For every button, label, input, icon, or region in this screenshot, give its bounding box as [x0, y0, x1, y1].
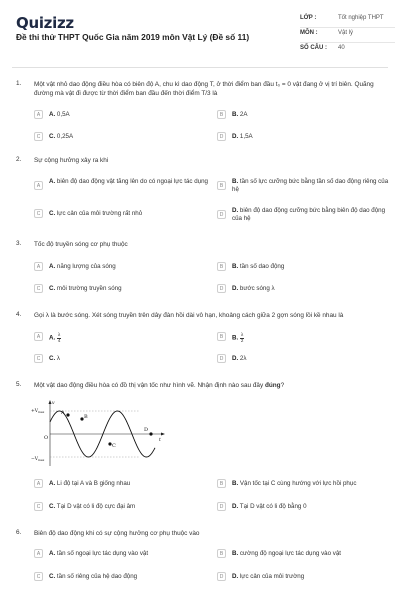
option-c[interactable]	[34, 210, 209, 218]
option-text: 2A	[239, 111, 248, 118]
fraction	[240, 333, 245, 343]
label-b: B	[84, 414, 88, 420]
meta-key: LỚP :	[300, 15, 317, 21]
quizizz-logo	[16, 14, 74, 32]
question-number: 1.	[16, 80, 22, 87]
option-text: cường độ ngoại lực tác dụng vào vật	[239, 550, 342, 557]
option-label: D.	[232, 133, 239, 140]
option-text: lực cản của môi trường	[239, 573, 305, 580]
question-number: 3.	[16, 240, 22, 247]
option-text: biên độ dao động cưỡng bức bằng biên độ dao động của hệ	[232, 207, 386, 222]
option-a[interactable]	[34, 480, 209, 488]
option-box: B	[217, 332, 226, 341]
meta-panel	[300, 13, 395, 58]
option-text: biên độ dao động vật tăng lên do có ngoại lực tác dụng	[56, 178, 208, 185]
meta-row-class	[300, 13, 395, 28]
option-text: tần số lực cưỡng bức bằng tần số dao động riêng của hệ	[232, 178, 389, 193]
meta-key: SỐ CÂU :	[300, 45, 327, 51]
option-b[interactable]	[217, 333, 392, 343]
option-box: B	[217, 110, 226, 119]
question-number: 4.	[16, 311, 22, 318]
label-c: C	[112, 443, 116, 449]
option-b[interactable]	[217, 550, 392, 558]
meta-row-count	[300, 43, 395, 58]
option-label: B.	[232, 111, 239, 118]
option-a[interactable]	[34, 550, 209, 558]
option-c[interactable]	[34, 573, 209, 581]
option-box: D	[217, 354, 226, 363]
option-box: C	[34, 572, 43, 581]
option-label: B.	[232, 263, 239, 270]
option-a[interactable]	[34, 263, 209, 271]
label-v: v	[52, 401, 55, 406]
option-box: A	[34, 549, 43, 558]
option-label: C.	[49, 133, 56, 140]
option-d[interactable]	[217, 285, 392, 293]
option-c[interactable]	[34, 133, 209, 141]
option-a[interactable]	[34, 111, 209, 119]
option-d[interactable]	[217, 355, 392, 363]
option-c[interactable]	[34, 285, 209, 293]
option-box: D	[217, 502, 226, 511]
point-d	[149, 432, 152, 435]
meta-value: 40	[338, 45, 345, 51]
meta-key: MÔN :	[300, 30, 318, 36]
option-box: B	[217, 181, 226, 190]
option-box: C	[34, 132, 43, 141]
option-label: A.	[49, 111, 56, 118]
question-text: Biên độ dao động khi có sự cộng hưởng cơ phụ thuộc vào	[34, 530, 200, 537]
label-a: A	[61, 410, 65, 416]
fraction-denominator: 4	[57, 337, 61, 343]
fraction-numerator: λ	[241, 332, 244, 337]
option-box: D	[217, 572, 226, 581]
option-text: tần số dao động	[239, 263, 285, 270]
option-label: A.	[49, 334, 56, 342]
option-label: D.	[232, 207, 239, 214]
option-text: năng lượng của sóng	[56, 263, 116, 270]
label-vmax: $+V_{max}$	[31, 409, 45, 415]
fraction-numerator: λ	[58, 332, 61, 337]
option-box: D	[217, 284, 226, 293]
option-box: D	[217, 210, 226, 219]
option-box: A	[34, 332, 43, 341]
option-b[interactable]	[217, 178, 392, 194]
emphasis: đúng	[264, 382, 281, 389]
option-label: D.	[232, 355, 239, 362]
option-box: D	[217, 132, 226, 141]
option-b[interactable]	[217, 111, 392, 119]
question-text: Tốc độ truyền sóng cơ phụ thuộc	[34, 241, 128, 248]
label-d: D	[144, 427, 149, 433]
question-number: 5.	[16, 381, 22, 388]
option-text: tần số ngoại lực tác dụng vào vật	[56, 550, 149, 557]
option-text: Li độ tại A và B giống nhau	[56, 480, 131, 487]
option-label: A.	[49, 480, 56, 487]
question-number: 6.	[16, 529, 22, 536]
option-text: tần số riêng của hệ dao động	[56, 573, 138, 580]
option-box: C	[34, 502, 43, 511]
option-box: C	[34, 284, 43, 293]
option-label: C.	[49, 503, 56, 510]
option-label: A.	[49, 263, 56, 270]
option-label: B.	[232, 480, 239, 487]
option-b[interactable]	[217, 480, 392, 488]
option-box: B	[217, 262, 226, 271]
option-box: C	[34, 209, 43, 218]
option-c[interactable]	[34, 503, 209, 511]
question-text: Một vật dao động điều hòa có đồ thị vận tốc như hình vẽ. Nhận định nào sau đây đúng?	[34, 382, 285, 389]
option-label: C.	[49, 355, 56, 362]
option-label: C.	[49, 573, 56, 580]
x-axis-arrow	[161, 433, 165, 436]
meta-value: Tốt nghiệp THPT	[338, 15, 384, 21]
option-b[interactable]	[217, 263, 392, 271]
label-origin: O	[44, 435, 49, 441]
header-divider	[12, 67, 388, 68]
meta-value: Vật lý	[338, 30, 354, 36]
option-text: lực cản của môi trường rất nhỏ	[56, 210, 143, 217]
option-box: A	[34, 181, 43, 190]
point-a	[66, 413, 69, 416]
option-label: D.	[232, 573, 239, 580]
question-text: Gọi λ là bước sóng. Xét sóng truyền trên dây đàn hồi dài vô hạn, khoảng cách giữa 2 gợn sóng lồi kề nhau là	[34, 312, 344, 319]
option-box: C	[34, 354, 43, 363]
option-label: B.	[232, 550, 239, 557]
option-a[interactable]	[34, 333, 209, 343]
label-t: t	[159, 438, 161, 443]
option-text: 1,5A	[239, 133, 253, 140]
option-d[interactable]	[217, 207, 392, 223]
option-box: A	[34, 479, 43, 488]
option-text: 0,5A	[56, 111, 70, 118]
question-text: Một vật nhỏ dao động điều hòa có biên độ A, chu kì dao động T, ở thời điểm ban đầu t₀ = 0 vật đang ở vị trí biên. Quãng đường mà vật đi được từ thời điểm ban đầu đến thời điểm T/3 là	[34, 81, 374, 97]
option-box: B	[217, 549, 226, 558]
option-label: B.	[232, 178, 239, 185]
option-label: A.	[49, 178, 56, 185]
logo-text: Quizizz	[16, 14, 74, 32]
option-text: Tại D vật có li độ cực đại âm	[56, 503, 136, 510]
velocity-graph	[30, 398, 165, 468]
option-d[interactable]	[217, 573, 392, 581]
option-label: D.	[232, 285, 239, 292]
option-d[interactable]	[217, 503, 392, 511]
option-text: bước sóng λ	[239, 285, 275, 292]
page-title: Đề thi thử THPT Quốc Gia năm 2019 môn Vật Lý (Đề số 11)	[16, 32, 250, 42]
option-text: λ	[56, 355, 61, 362]
option-c[interactable]	[34, 355, 209, 363]
question-number: 2.	[16, 156, 22, 163]
fraction-denominator: 2	[240, 337, 244, 343]
option-box: A	[34, 110, 43, 119]
option-label: C.	[49, 210, 56, 217]
option-label: C.	[49, 285, 56, 292]
option-text: môi trường truyền sóng	[56, 285, 122, 292]
question-text: Sự cộng hưởng xảy ra khi	[34, 157, 109, 164]
option-d[interactable]	[217, 133, 392, 141]
option-box: A	[34, 262, 43, 271]
fraction	[57, 333, 62, 343]
option-box: B	[217, 479, 226, 488]
option-text: 2λ	[239, 355, 247, 362]
meta-row-subject	[300, 28, 395, 43]
label-neg-vmax: $-V_{max}$	[31, 457, 45, 463]
option-label: D.	[232, 503, 239, 510]
option-label: A.	[49, 550, 56, 557]
option-text: Tại D vật có li độ bằng 0	[239, 503, 307, 510]
option-a[interactable]	[34, 178, 209, 190]
option-text: 0,25A	[56, 133, 74, 140]
option-text: Vận tốc tại C cùng hướng với lực hồi phục	[239, 480, 357, 487]
option-label: B.	[232, 334, 239, 342]
